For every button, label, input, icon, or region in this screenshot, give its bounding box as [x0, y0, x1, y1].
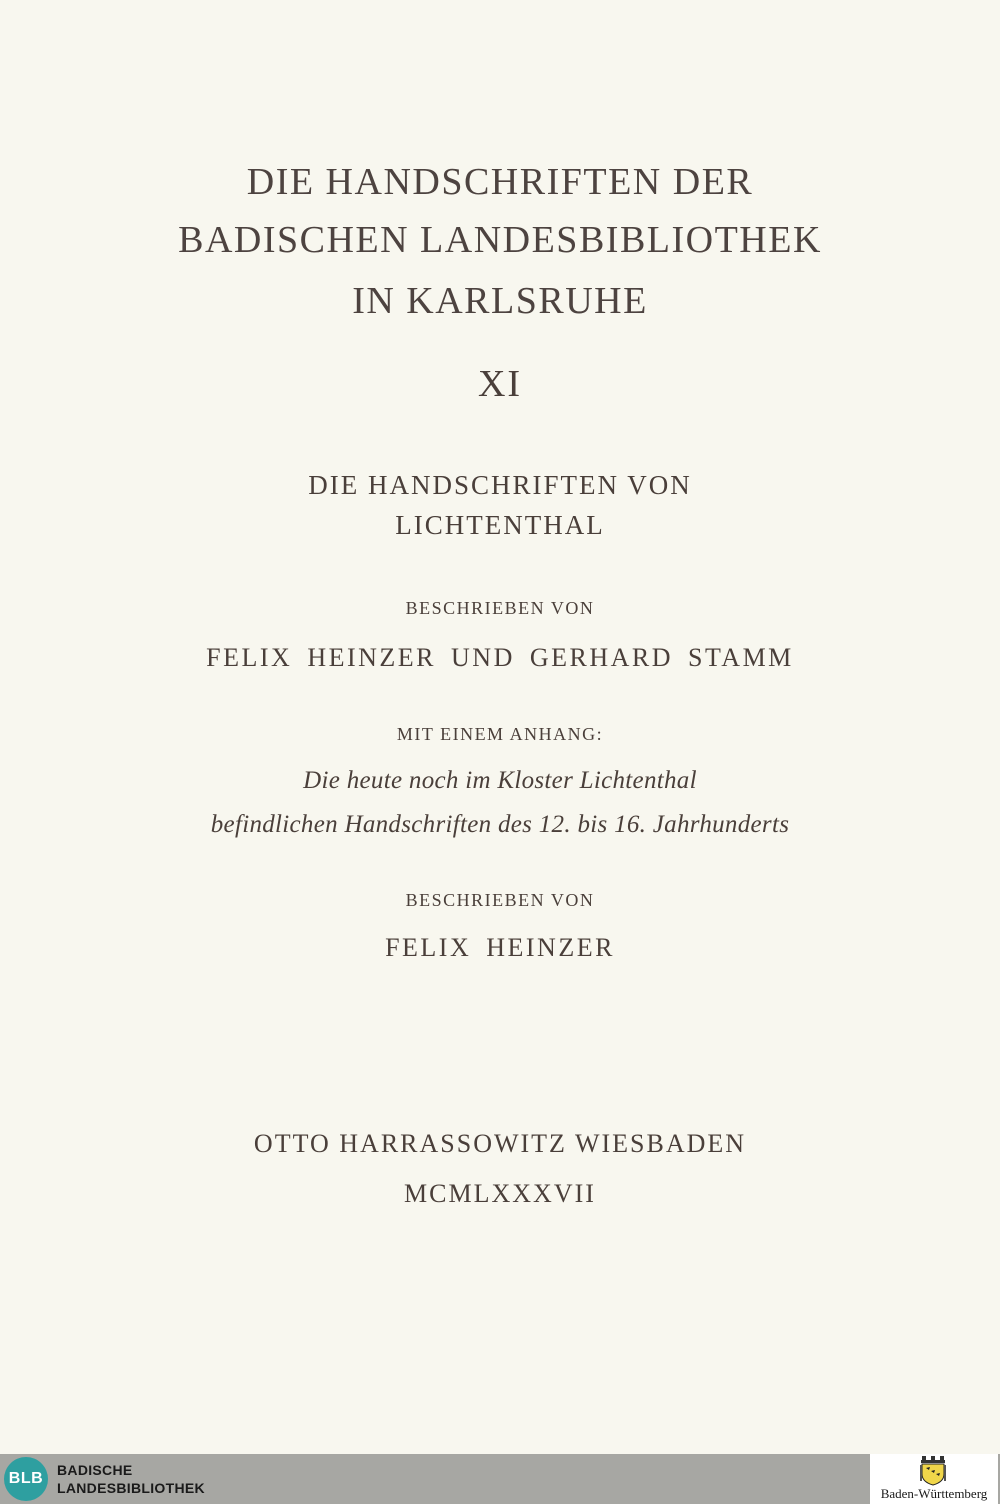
book-title-line-1: DIE HANDSCHRIFTEN DER — [246, 161, 754, 203]
library-name-line-2: LANDESBIBLIOTHEK — [57, 1480, 205, 1496]
subtitle-line-1: DIE HANDSCHRIFTEN VON — [308, 470, 692, 500]
state-label: Baden-Württemberg — [880, 1486, 988, 1501]
subtitle-line-2: LICHTENTHAL — [395, 510, 605, 540]
appendix-title-line-1: Die heute noch im Kloster Lichtenthal — [303, 767, 697, 794]
authors-line-2: FELIX HEINZER — [385, 933, 615, 962]
authors-line-1: FELIX HEINZER UND GERHARD STAMM — [206, 643, 794, 672]
library-name — [57, 1461, 205, 1497]
publisher: OTTO HARRASSOWITZ WIESBADEN — [253, 1129, 747, 1158]
library-name-line-1: BADISCHE — [57, 1462, 133, 1478]
library-footer-bar — [0, 1454, 1000, 1504]
publication-year: MCMLXXXVII — [404, 1179, 596, 1208]
baden-wuerttemberg-logo[interactable] — [870, 1454, 998, 1504]
coat-of-arms-icon — [920, 1456, 946, 1486]
appendix-label: MIT EINEM ANHANG: — [396, 724, 604, 744]
book-title-line-3: IN KARLSRUHE — [352, 280, 648, 322]
book-title-line-2: BADISCHEN LANDESBIBLIOTHEK — [178, 219, 822, 261]
blb-logo[interactable]: BLB — [4, 1457, 48, 1501]
described-by-label-1: BESCHRIEBEN VON — [405, 598, 595, 618]
volume-number: XI — [477, 363, 523, 405]
described-by-label-2: BESCHRIEBEN VON — [405, 890, 595, 910]
appendix-title-line-2: befindlichen Handschriften des 12. bis 16. Jahrhunderts — [210, 811, 790, 838]
